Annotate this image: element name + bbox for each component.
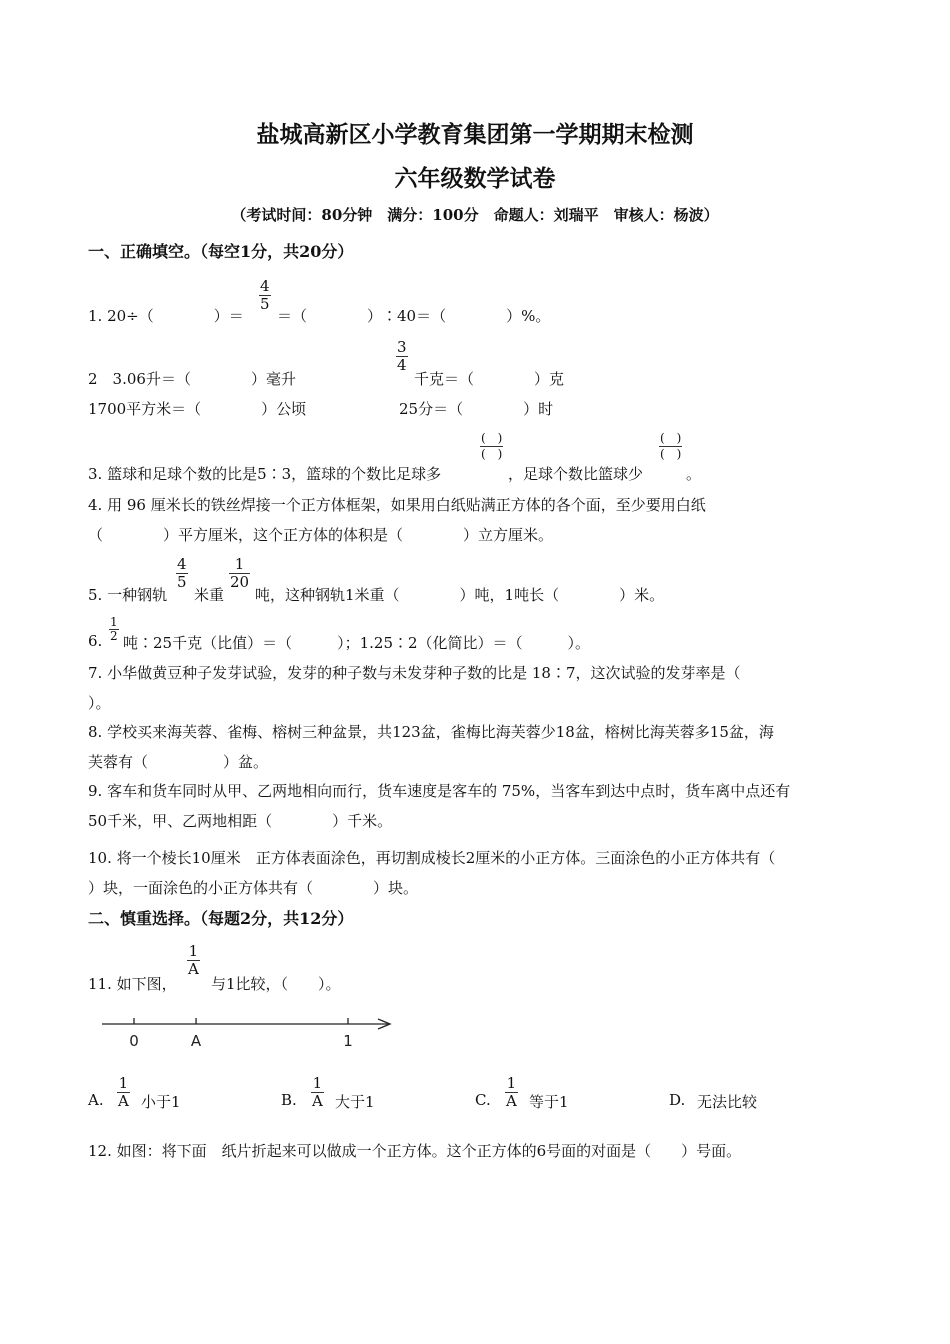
- option-c-fraction: [505, 1075, 518, 1110]
- option-a-frac-num: 1: [118, 1074, 129, 1092]
- q1-fraction: [259, 278, 271, 313]
- q3-frac2-num: ( ): [660, 431, 682, 445]
- q6-text-a: 6.: [88, 632, 103, 650]
- exam-title: 盐城高新区小学教育集团第一学期期末检测: [256, 121, 694, 148]
- q2-fraction: [396, 339, 408, 374]
- q5-text-a: 5. 一种钢轨: [88, 586, 168, 604]
- q11-text-a: 11. 如下图，: [88, 975, 177, 993]
- q3-frac1-num: ( ): [481, 431, 503, 445]
- exam-info: （考试时间：80分钟 满分：100分 命题人：刘瑞平 审核人：杨波）: [231, 206, 719, 224]
- option-c-frac-num: 1: [506, 1074, 517, 1092]
- q11-frac-num: 1: [188, 942, 199, 960]
- q5-text-c: 吨，这种钢轨1米重（ ）吨，1吨长（ ）米。: [255, 586, 665, 604]
- number-line: [98, 1010, 398, 1054]
- number-line-label-0: 0: [129, 1032, 139, 1050]
- q11-fraction: [187, 943, 200, 978]
- q10-line-2: ）块，一面涂色的小正方体共有（ ）块。: [88, 879, 419, 897]
- number-line-label-1: 1: [343, 1032, 353, 1050]
- section2-heading: 二、慎重选择。（每题2分，共12分）: [88, 909, 354, 928]
- q4-line-2: （ ）平方厘米，这个正方体的体积是（ ）立方厘米。: [88, 526, 554, 544]
- q1-text-a: 1. 20÷（ ）＝: [88, 307, 244, 325]
- q3-frac1-den: ( ): [481, 447, 503, 461]
- q5-frac1-num: 4: [177, 555, 187, 573]
- option-b-fraction: [311, 1075, 324, 1110]
- q3-fraction-1: [480, 431, 503, 462]
- option-a-fraction: [117, 1075, 130, 1110]
- option-c-frac-den: A: [506, 1092, 517, 1110]
- q9-line-1: 9. 客车和货车同时从甲、乙两地相向而行，货车速度是客车的 75%，当客车到达中点时，货车离中点还有: [88, 782, 791, 800]
- q3-fraction-2: [659, 431, 682, 462]
- q2-frac-num: 3: [397, 338, 407, 356]
- q5-fraction-2: [229, 556, 250, 591]
- q5-text-b: 米重: [194, 586, 225, 604]
- q3-text-c: 。: [686, 465, 702, 483]
- q4-line-1: 4. 用 96 厘米长的铁丝焊接一个正方体框架，如果用白纸贴满正方体的各个面，至少要用白纸: [88, 496, 706, 514]
- q2-text-b: 千克＝（ ）克: [414, 370, 565, 388]
- exam-subtitle: 六年级数学试卷: [394, 165, 556, 192]
- q2-text-c: 1700平方米＝（ ）公顷: [88, 400, 307, 418]
- option-d-text: 无法比较: [697, 1093, 758, 1111]
- option-c-letter[interactable]: C.: [475, 1091, 491, 1109]
- q1-frac-den: 5: [260, 295, 270, 313]
- section1-heading: 一、正确填空。（每空1分，共20分）: [88, 242, 354, 261]
- q5-fraction-1: [176, 556, 188, 591]
- q6-frac-num: 1: [110, 615, 118, 629]
- q8-line-1: 8. 学校买来海芙蓉、雀梅、榕树三种盆景，共123盆，雀梅比海芙蓉少18盆，榕树比海芙蓉多15盆，海: [88, 723, 774, 741]
- q2-text-a: 2 3.06升＝（ ）毫升: [88, 370, 296, 388]
- q8-line-2: 芙蓉有（ ）盆。: [88, 753, 269, 771]
- q3-text-b: ，足球个数比篮球少: [508, 465, 644, 483]
- q2-text-d: 25分＝（ ）时: [399, 400, 554, 418]
- option-d-letter[interactable]: D.: [669, 1091, 686, 1109]
- q5-frac2-num: 1: [234, 555, 245, 573]
- option-c-text: 等于1: [529, 1093, 569, 1111]
- q5-frac1-den: 5: [177, 573, 187, 591]
- option-a-text: 小于1: [141, 1093, 181, 1111]
- q6-fraction: [109, 616, 119, 643]
- q5-frac2-den: 20: [230, 573, 250, 591]
- q7-line-2: ）。: [88, 694, 111, 712]
- option-b-text: 大于1: [335, 1093, 375, 1111]
- q1-frac-num: 4: [260, 277, 270, 295]
- q12-line-1: 12. 如图：将下面 纸片折起来可以做成一个正方体。这个正方体的6号面的对面是（ ）号面。: [88, 1142, 742, 1160]
- q10-line-1: 10. 将一个棱长10厘米 正方体表面涂色，再切割成棱长2厘米的小正方体。三面涂色的小正方体共有（: [88, 849, 776, 867]
- q9-line-2: 50千米，甲、乙两地相距（ ）千米。: [88, 812, 393, 830]
- q11-text-b: 与1比较，（ ）。: [211, 975, 341, 993]
- q2-frac-den: 4: [397, 356, 407, 374]
- q3-frac2-den: ( ): [660, 447, 682, 461]
- option-a-frac-den: A: [118, 1092, 129, 1110]
- q3-text-a: 3. 篮球和足球个数的比是5∶3，篮球的个数比足球多: [88, 465, 442, 483]
- option-b-frac-num: 1: [312, 1074, 323, 1092]
- number-line-label-A: A: [190, 1032, 202, 1050]
- option-b-frac-den: A: [312, 1092, 323, 1110]
- q6-frac-den: 2: [110, 629, 118, 643]
- q11-frac-den: A: [188, 960, 199, 978]
- option-b-letter[interactable]: B.: [281, 1091, 297, 1109]
- option-a-letter[interactable]: A.: [88, 1091, 104, 1109]
- q6-text-b: 吨∶25千克（比值）＝（ ）；1.25∶2（化简比）＝（ ）。: [123, 634, 591, 652]
- q1-text-b: ＝（ ）∶40＝（ ）%。: [277, 307, 551, 325]
- q7-line-1: 7. 小华做黄豆种子发芽试验，发芽的种子数与未发芽种子数的比是 18∶7，这次试验的发芽率是（: [88, 664, 741, 682]
